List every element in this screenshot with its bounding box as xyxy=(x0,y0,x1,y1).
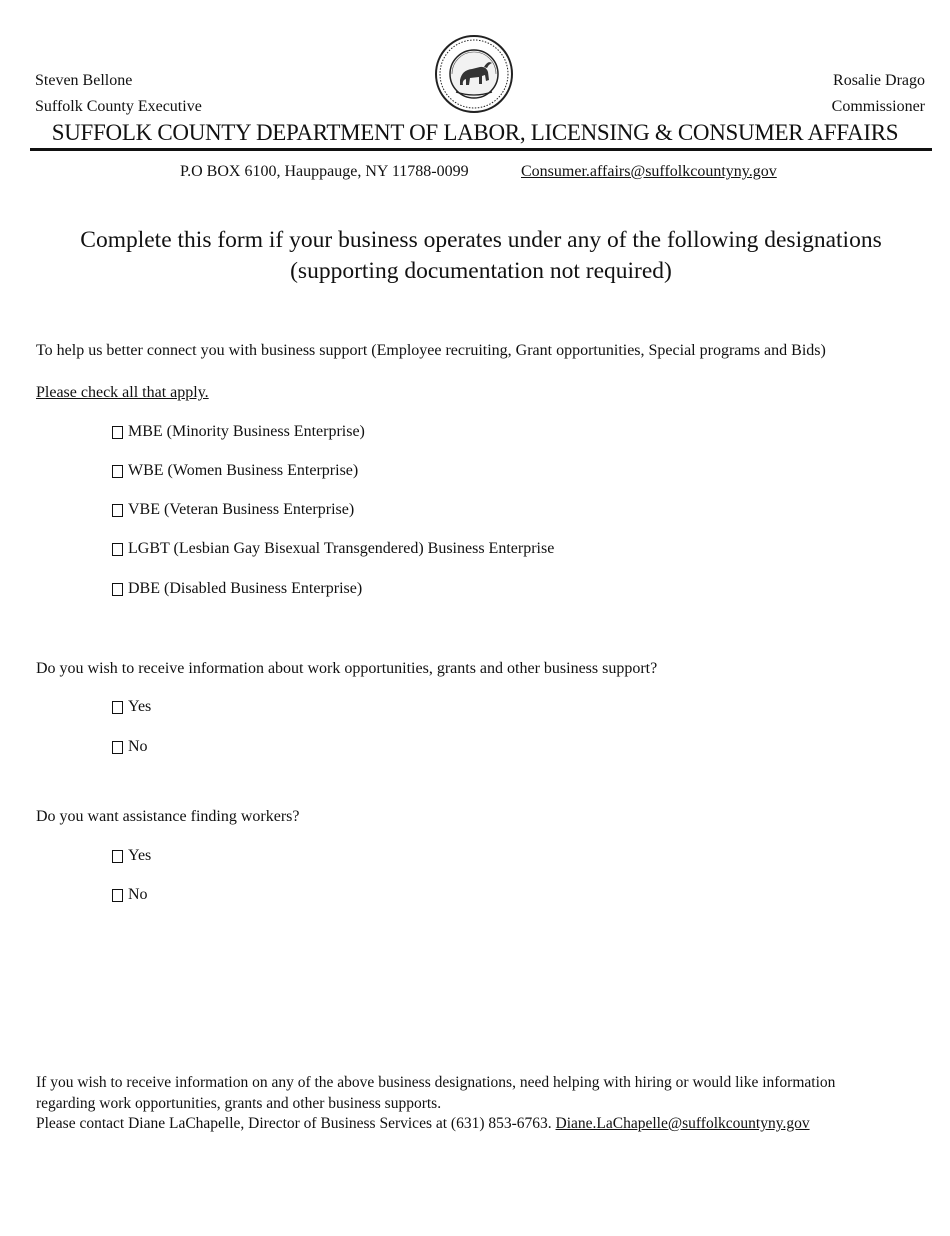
q2-checkbox-yes[interactable] xyxy=(112,850,123,863)
q2-label-no: No xyxy=(128,886,148,903)
footer-line-3 xyxy=(36,1114,835,1135)
checkbox-lgbt[interactable] xyxy=(112,543,123,556)
contact-footer xyxy=(36,1073,835,1135)
county-seal-icon xyxy=(434,34,514,114)
checkbox-option-mbe[interactable] xyxy=(112,423,365,441)
checkbox-mbe[interactable] xyxy=(112,426,123,439)
checkbox-option-vbe[interactable] xyxy=(112,501,354,519)
q1-option-yes[interactable] xyxy=(112,698,151,716)
county-executive-name: Steven Bellone xyxy=(35,72,133,89)
question-business-support-info: Do you wish to receive information about work opportunities, grants and other business support? xyxy=(36,660,658,677)
intro-text: To help us better connect you with business support (Employee recruiting, Grant opportunities, Special programs and Bids) xyxy=(36,342,826,359)
checkbox-label-lgbt: LGBT (Lesbian Gay Bisexual Transgendered) Business Enterprise xyxy=(128,540,555,557)
form-heading-line-1: Complete this form if your business operates under any of the following designations xyxy=(80,227,882,253)
department-address: P.O BOX 6100, Hauppauge, NY 11788-0099 xyxy=(180,163,469,180)
checkbox-label-wbe: WBE (Women Business Enterprise) xyxy=(128,462,359,479)
header-divider xyxy=(30,148,932,151)
commissioner-title: Commissioner xyxy=(831,98,925,115)
q2-option-yes[interactable] xyxy=(112,847,151,865)
footer-contact-text: Please contact Diane LaChapelle, Director of Business Services at (631) 853-6763. xyxy=(36,1115,552,1132)
form-heading xyxy=(0,225,950,287)
checkbox-wbe[interactable] xyxy=(112,465,123,478)
q2-checkbox-no[interactable] xyxy=(112,889,123,902)
department-title: SUFFOLK COUNTY DEPARTMENT OF LABOR, LICENSING & CONSUMER AFFAIRS xyxy=(51,120,899,145)
q1-label-yes: Yes xyxy=(128,698,152,715)
check-all-instruction: Please check all that apply. xyxy=(36,384,209,401)
q1-option-no[interactable] xyxy=(112,738,148,756)
q1-label-no: No xyxy=(128,738,148,755)
question-finding-workers: Do you want assistance finding workers? xyxy=(36,808,300,825)
checkbox-option-lgbt[interactable] xyxy=(112,540,554,558)
q2-label-yes: Yes xyxy=(128,847,152,864)
county-executive-title: Suffolk County Executive xyxy=(35,98,202,115)
checkbox-dbe[interactable] xyxy=(112,583,123,596)
form-heading-line-2: (supporting documentation not required) xyxy=(290,258,672,284)
checkbox-label-mbe: MBE (Minority Business Enterprise) xyxy=(128,423,365,440)
consumer-affairs-email-link[interactable]: Consumer.affairs@suffolkcountyny.gov xyxy=(521,163,777,180)
checkbox-option-wbe[interactable] xyxy=(112,462,358,480)
footer-line-2: regarding work opportunities, grants and other business supports. xyxy=(36,1094,442,1112)
checkbox-label-dbe: DBE (Disabled Business Enterprise) xyxy=(128,580,363,597)
commissioner-name: Rosalie Drago xyxy=(833,72,925,89)
county-executive-block xyxy=(35,68,202,120)
checkbox-option-dbe[interactable] xyxy=(112,580,362,598)
checkbox-vbe[interactable] xyxy=(112,504,123,517)
commissioner-block xyxy=(832,68,925,120)
q1-checkbox-yes[interactable] xyxy=(112,701,123,714)
checkbox-label-vbe: VBE (Veteran Business Enterprise) xyxy=(128,501,355,518)
q2-option-no[interactable] xyxy=(112,886,148,904)
q1-checkbox-no[interactable] xyxy=(112,741,123,754)
director-email-link[interactable]: Diane.LaChapelle@suffolkcountyny.gov xyxy=(555,1115,810,1132)
footer-line-1: If you wish to receive information on any of the above business designations, need helping with hiring or would like information xyxy=(36,1074,836,1091)
